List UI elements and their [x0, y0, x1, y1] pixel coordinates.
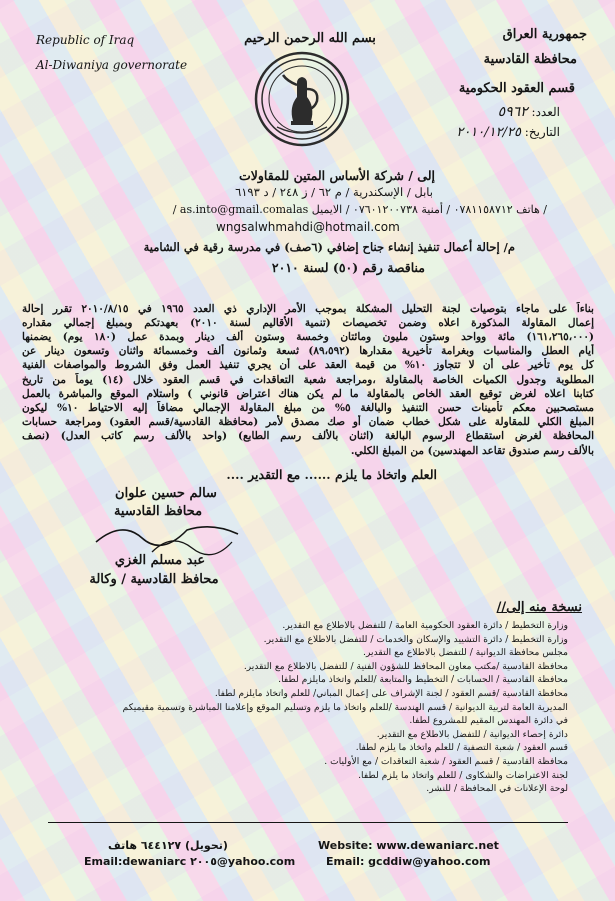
- footer-website: Website: www.dewaniarc.net: [318, 839, 499, 852]
- list-item-text: قسم العقود / شعبة التصفية / للعلم واتخاذ ما يلزم لطفا.: [355, 742, 568, 754]
- acting-signatory-name: عبد مسلم الغزي: [114, 553, 206, 568]
- acting-signatory-title: محافظ القادسية / وكالة: [89, 572, 219, 587]
- list-item-continuation: [40, 714, 568, 728]
- list-item-text: مجلس محافظة الديوانية / للتفضل بالاطلاع مع التقدير.: [363, 647, 568, 659]
- country-en: Republic of Iraq: [36, 33, 135, 47]
- list-item: [40, 769, 568, 783]
- recipient-address: بابل / الإسكندرية / م ٦٢ / ز ٢٤٨ / د ٦١٩٣: [235, 185, 433, 199]
- list-item-text: وزارة التخطيط / دائرة التشييد والإسكان والخدمات / للتفضل بالاطلاع مع التقدير.: [263, 633, 568, 645]
- recipient-contacts: / هاتف ٠٧٨١١٥٨٧١٢ / أمنية ٠٧٦٠١٢٠٠٧٣٨ / الايميل as.into@gmail.comalas /: [172, 203, 547, 216]
- list-item-text: لجنة الاعتراضات والشكاوى / للعلم واتخاذ ما يلزم لطفا.: [358, 769, 568, 781]
- body-line: كتابنا اعلاه لغرض توقيع العقد الخاص بالمقاولة ما لم يكن هناك اعتراض قانوني ) واستلام الموقع والمباشرة بالعمل: [22, 387, 594, 400]
- department-ar: قسم العقود الحكومية: [458, 81, 575, 96]
- footer-phone: (تحويل) ٦٤٤١٢٧ هاتف: [108, 839, 228, 852]
- body-line: (١٦١،٢٦٥،٠٠٠) مائة وواحد وستون مليون ومائتان وخمسة وستون ألف دينار وبمدة عمل (١٨٠ يوم) يضمنها: [22, 330, 594, 343]
- list-item: [40, 646, 568, 660]
- subject-line: م/ إحالة أعمال تنفيذ إنشاء جناح إضافي (٦صف) في مدرسة رقية في الشامية: [143, 240, 515, 254]
- list-item: [40, 687, 568, 701]
- list-item: [40, 701, 568, 715]
- list-item: [40, 782, 568, 796]
- list-item-text: محافظة القادسية /قسم العقود / لجنة الإشراف على إعمال المباني/ للعلم واتخاذ مايلزم لطفا.: [214, 688, 568, 699]
- list-item: [40, 728, 568, 742]
- list-item-text: المديرية العامة لتربية الديوانية / قسم الهندسة /للعلم واتخاذ ما يلزم وتسليم الموقع وإعلامنا المباشرة وتسمية مقيميكم: [122, 701, 568, 713]
- body-line: أيام العطل والمناسبات وبغرامة تأخيرية مقدارها (٨٩،٥٩٢) ثسعة وثمانون ألف وخمسمائة واثنان وتسعون دينار عن: [22, 345, 594, 358]
- list-item-text: وزارة التخطيط / دائرة العقود الحكومية العامة / للتفضل بالاطلاع مع التقدير.: [282, 620, 568, 631]
- body-line: المحافظة لغرض استقطاع الرسوم البالغة (اثنان بالألف رسم الطابع) (واحد بالألف رسم كاتب العدل) (نصف: [22, 430, 594, 443]
- ref-date: [456, 125, 560, 140]
- recipient-company: إلى / شركة الأساس المتين للمقاولات: [239, 168, 435, 183]
- list-item: [40, 741, 568, 755]
- signatory-title: محافظ القادسية: [113, 504, 203, 519]
- number-label: العدد:: [531, 105, 560, 119]
- ref-number: [498, 104, 560, 120]
- list-item: [40, 673, 568, 687]
- governorate-ar: محافظة القادسية: [483, 52, 577, 67]
- tender-number: مناقصة رقم (٥٠) لسنة ٢٠١٠: [271, 260, 425, 275]
- list-item: [40, 619, 568, 633]
- date-value: ٢٠١٠/١٢/٢٥: [456, 125, 521, 140]
- body-line: كل يوم تأخير على أن لا تتجاوز ١٠% من قيمة العقد على أن يجري تنفيذ العمل وفق الشروط والمواصفات الفنية: [22, 359, 594, 372]
- body-line: مستصحبين معكم تأمينات حسن التنفيذ والبالغة ٥% من مبلغ المقاولة الإجمالي مضافاً إليه الاحتياط ١٠% ليكون: [22, 401, 594, 414]
- country-ar: جمهورية العراق: [502, 27, 587, 42]
- list-item-text: محافظة القادسية / الحسابات / التخطيط والمتابعة /للعلم واتخاذ مايلزم لطفا.: [278, 674, 568, 686]
- body-line: إعمال المقاولة المذكورة اعلاه وضمن تخصيصات (تنمية الأقاليم لسنة ٢٠١٠) بعهدتكم وبمبلغ إجمالي مقداره: [22, 316, 594, 329]
- list-item-text: دائرة إحصاء الديوانية / للتفضل بالاطلاع مع التقدير.: [376, 728, 568, 740]
- body-paragraph: [22, 291, 594, 457]
- letterhead-footer: [48, 822, 568, 868]
- list-item: [40, 633, 568, 647]
- list-item: [40, 660, 568, 674]
- recipient-email: wngsalwhmahdi@hotmail.com: [216, 220, 400, 234]
- list-item-text: لوحة الإعلانات في المحافظة / للنشر.: [426, 783, 568, 795]
- number-value: ٥٩٦٢: [497, 104, 528, 120]
- body-line: بناءاً على ماجاء بتوصيات لجنة التحليل المشكلة بموجب الأمر الإداري ذي العدد ١٩٦٥ في ٢٠١٠/٨/١٥ تقرر إحالة: [22, 302, 594, 315]
- list-item: [40, 755, 568, 769]
- body-line: بالألف رسم صندوق تقاعد المهندسين) من المبلغ الكلي.: [350, 444, 594, 457]
- closing-line: العلم واتخاذ ما يلزم ...... مع التقدير ....: [226, 467, 437, 482]
- footer-email-2: Email:dewaniarc ٢٠٠٥@yahoo.com: [84, 855, 296, 868]
- footer-email-1: Email: gcddiw@yahoo.com: [326, 855, 491, 868]
- list-item-text: محافظة القادسية / قسم العقود / شعبة التعاقدات / مع الأوليات .: [324, 756, 568, 767]
- footer-rule: [48, 822, 568, 823]
- distribution-heading: نسخة منه إلى//: [496, 600, 582, 615]
- governorate-en: Al-Diwaniya governorate: [36, 58, 188, 72]
- signatory-name: سالم حسين علوان: [115, 486, 217, 501]
- list-item-text: محافظة القادسية /مكتب معاون المحافظ للشؤون الفنية / للتفضل بالاطلاع مع التقدير.: [243, 660, 568, 672]
- body-line: المطلوبة وجدول الكميات الخاصة بالمقاولة ،ومراجعة شعبة التعاقدات في قسم العقود خلال (١٤) يوماً من تاريخ: [22, 373, 594, 386]
- body-line: المبلغ الكلي للمقاولة على شكل خطاب ضمان أو صك مصدق لأمر (محافظة القادسية/قسم العقود) ومراجعة حسابات: [22, 416, 594, 429]
- list-item-text: في دائرة المهندس المقيم للمشروع لطفا.: [409, 715, 568, 727]
- distribution-list: [40, 619, 568, 814]
- date-label: التاريخ:: [524, 125, 560, 139]
- governorate-emblem: [247, 49, 357, 149]
- basmala: بسم الله الرحمن الرحيم: [244, 31, 376, 46]
